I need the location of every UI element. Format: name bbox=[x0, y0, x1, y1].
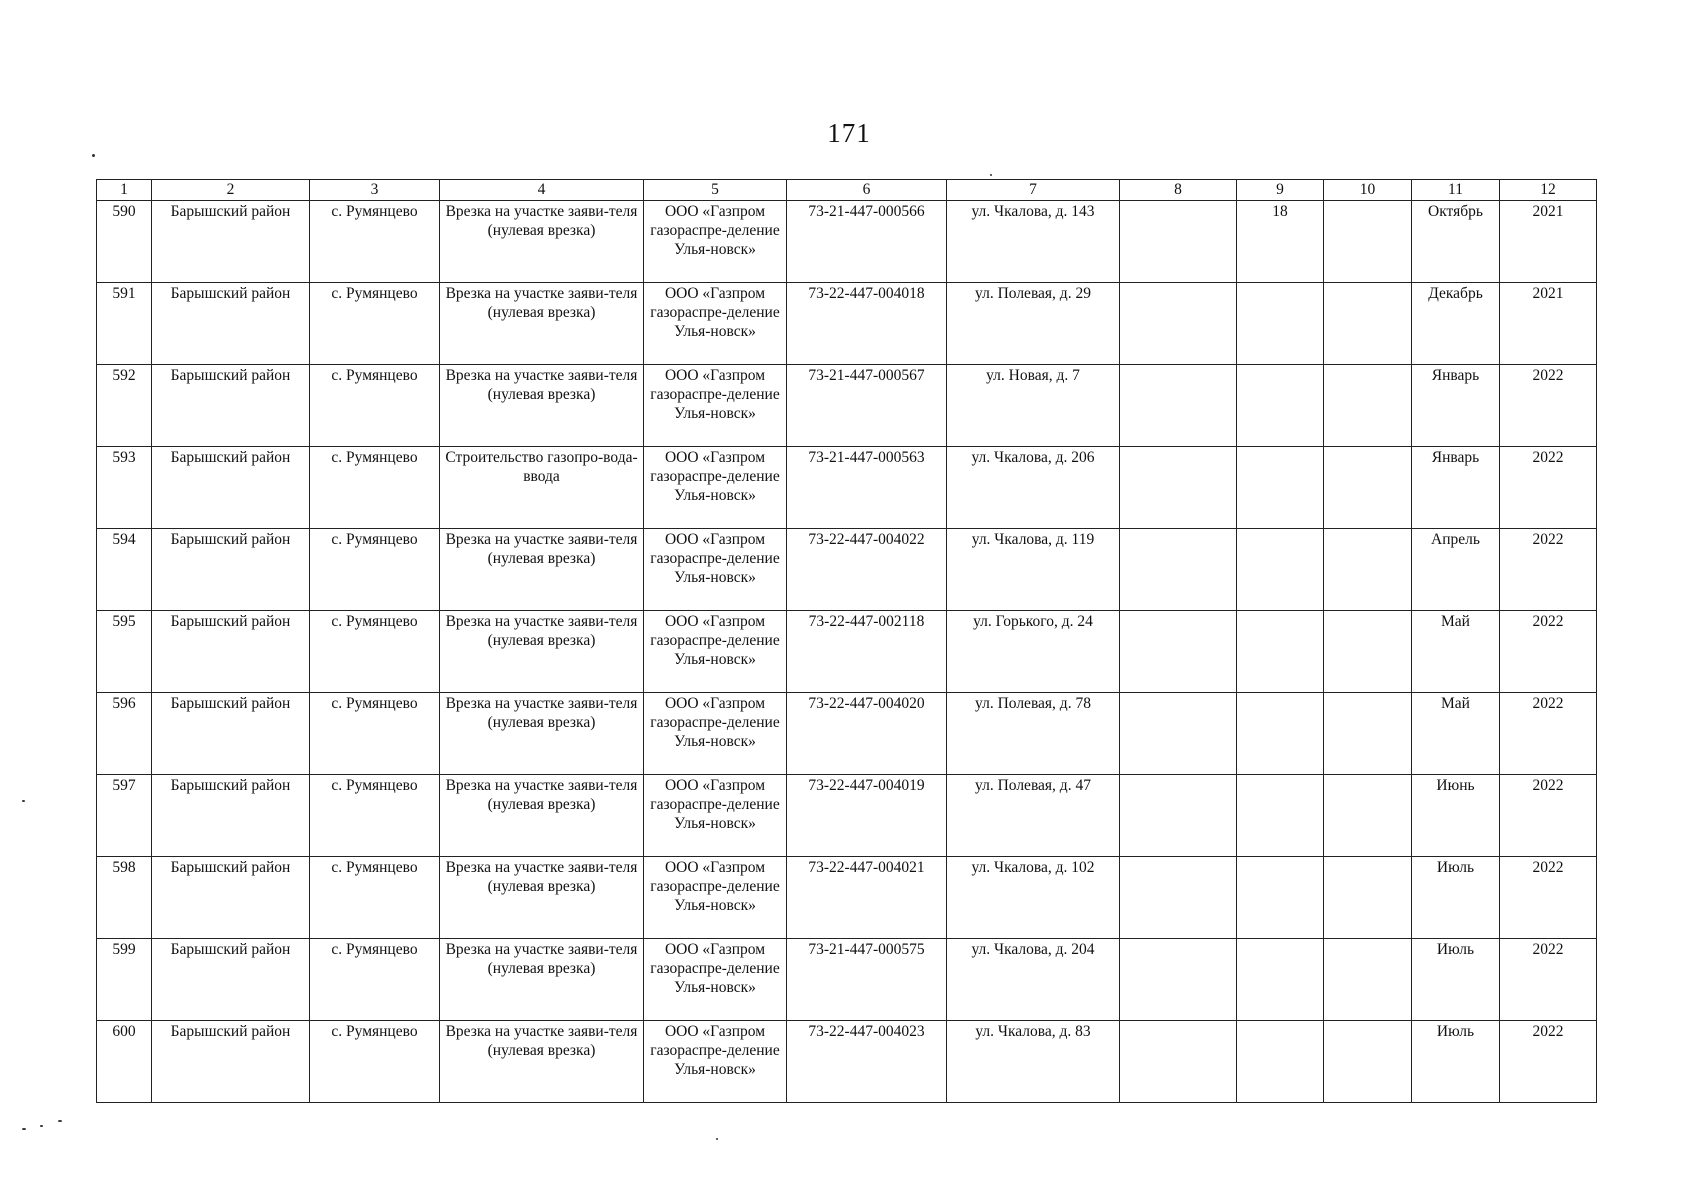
row-number-cell: 590 bbox=[97, 201, 152, 283]
scan-speck bbox=[716, 1138, 718, 1140]
scan-speck bbox=[40, 1125, 43, 1127]
address-cell: ул. Чкалова, д. 119 bbox=[947, 529, 1120, 611]
work-type-cell: Строительство газопро-вода-ввода bbox=[440, 447, 644, 529]
column-9-cell bbox=[1237, 283, 1324, 365]
table-row bbox=[97, 365, 1597, 447]
address-cell: ул. Чкалова, д. 143 bbox=[947, 201, 1120, 283]
column-header-1: 1 bbox=[97, 180, 152, 201]
work-type-cell: Врезка на участке заяви-теля (нулевая врезка) bbox=[440, 857, 644, 939]
row-number-cell: 598 bbox=[97, 857, 152, 939]
column-9-cell bbox=[1237, 939, 1324, 1021]
district-cell: Барышский район bbox=[152, 775, 310, 857]
month-cell: Май bbox=[1412, 693, 1500, 775]
column-8-cell bbox=[1120, 365, 1237, 447]
month-cell: Май bbox=[1412, 611, 1500, 693]
district-cell: Барышский район bbox=[152, 201, 310, 283]
column-8-cell bbox=[1120, 775, 1237, 857]
column-9-cell bbox=[1237, 857, 1324, 939]
settlement-cell: с. Румянцево bbox=[310, 611, 440, 693]
settlement-cell: с. Румянцево bbox=[310, 365, 440, 447]
table-body bbox=[97, 201, 1597, 1103]
row-number-cell: 593 bbox=[97, 447, 152, 529]
address-cell: ул. Горького, д. 24 bbox=[947, 611, 1120, 693]
district-cell: Барышский район bbox=[152, 447, 310, 529]
object-code-cell: 73-22-447-004022 bbox=[787, 529, 947, 611]
column-header-4: 4 bbox=[440, 180, 644, 201]
address-cell: ул. Полевая, д. 29 bbox=[947, 283, 1120, 365]
column-10-cell bbox=[1324, 283, 1412, 365]
column-10-cell bbox=[1324, 857, 1412, 939]
column-8-cell bbox=[1120, 201, 1237, 283]
organization-cell: ООО «Газпром газораспре-деление Улья-новск» bbox=[644, 611, 787, 693]
column-9-cell bbox=[1237, 365, 1324, 447]
column-header-7: 7 bbox=[947, 180, 1120, 201]
row-number-cell: 595 bbox=[97, 611, 152, 693]
month-cell: Апрель bbox=[1412, 529, 1500, 611]
table-row bbox=[97, 693, 1597, 775]
column-9-cell bbox=[1237, 447, 1324, 529]
object-code-cell: 73-21-447-000566 bbox=[787, 201, 947, 283]
organization-cell: ООО «Газпром газораспре-деление Улья-новск» bbox=[644, 857, 787, 939]
address-cell: ул. Полевая, д. 78 bbox=[947, 693, 1120, 775]
column-9-cell bbox=[1237, 1021, 1324, 1103]
month-cell: Декабрь bbox=[1412, 283, 1500, 365]
organization-cell: ООО «Газпром газораспре-деление Улья-новск» bbox=[644, 1021, 787, 1103]
settlement-cell: с. Румянцево bbox=[310, 939, 440, 1021]
column-header-9: 9 bbox=[1237, 180, 1324, 201]
object-code-cell: 73-22-447-004018 bbox=[787, 283, 947, 365]
object-code-cell: 73-21-447-000575 bbox=[787, 939, 947, 1021]
row-number-cell: 594 bbox=[97, 529, 152, 611]
row-number-cell: 591 bbox=[97, 283, 152, 365]
district-cell: Барышский район bbox=[152, 529, 310, 611]
column-10-cell bbox=[1324, 611, 1412, 693]
year-cell: 2022 bbox=[1500, 1021, 1597, 1103]
table-row bbox=[97, 857, 1597, 939]
settlement-cell: с. Румянцево bbox=[310, 857, 440, 939]
scan-speck bbox=[58, 1120, 62, 1122]
header-row bbox=[97, 180, 1597, 201]
column-8-cell bbox=[1120, 611, 1237, 693]
month-cell: Июль bbox=[1412, 857, 1500, 939]
column-header-8: 8 bbox=[1120, 180, 1237, 201]
table-row bbox=[97, 611, 1597, 693]
table-row bbox=[97, 201, 1597, 283]
district-cell: Барышский район bbox=[152, 939, 310, 1021]
district-cell: Барышский район bbox=[152, 283, 310, 365]
organization-cell: ООО «Газпром газораспре-деление Улья-новск» bbox=[644, 939, 787, 1021]
row-number-cell: 597 bbox=[97, 775, 152, 857]
column-8-cell bbox=[1120, 283, 1237, 365]
address-cell: ул. Чкалова, д. 83 bbox=[947, 1021, 1120, 1103]
column-8-cell bbox=[1120, 693, 1237, 775]
column-8-cell bbox=[1120, 1021, 1237, 1103]
year-cell: 2022 bbox=[1500, 447, 1597, 529]
column-10-cell bbox=[1324, 447, 1412, 529]
work-type-cell: Врезка на участке заяви-теля (нулевая врезка) bbox=[440, 365, 644, 447]
settlement-cell: с. Румянцево bbox=[310, 693, 440, 775]
month-cell: Июнь bbox=[1412, 775, 1500, 857]
column-header-3: 3 bbox=[310, 180, 440, 201]
column-10-cell bbox=[1324, 529, 1412, 611]
settlement-cell: с. Румянцево bbox=[310, 447, 440, 529]
column-8-cell bbox=[1120, 529, 1237, 611]
column-10-cell bbox=[1324, 1021, 1412, 1103]
column-9-cell bbox=[1237, 775, 1324, 857]
object-code-cell: 73-22-447-004021 bbox=[787, 857, 947, 939]
settlement-cell: с. Румянцево bbox=[310, 283, 440, 365]
column-9-cell bbox=[1237, 693, 1324, 775]
settlement-cell: с. Румянцево bbox=[310, 775, 440, 857]
month-cell: Июль bbox=[1412, 939, 1500, 1021]
row-number-cell: 600 bbox=[97, 1021, 152, 1103]
scan-speck bbox=[92, 154, 95, 157]
column-header-5: 5 bbox=[644, 180, 787, 201]
scan-speck bbox=[22, 1128, 26, 1130]
column-8-cell bbox=[1120, 939, 1237, 1021]
settlement-cell: с. Румянцево bbox=[310, 201, 440, 283]
address-cell: ул. Чкалова, д. 204 bbox=[947, 939, 1120, 1021]
table-header bbox=[97, 180, 1597, 201]
object-code-cell: 73-22-447-004023 bbox=[787, 1021, 947, 1103]
district-cell: Барышский район bbox=[152, 1021, 310, 1103]
year-cell: 2022 bbox=[1500, 939, 1597, 1021]
month-cell: Январь bbox=[1412, 447, 1500, 529]
object-code-cell: 73-22-447-004019 bbox=[787, 775, 947, 857]
organization-cell: ООО «Газпром газораспре-деление Улья-новск» bbox=[644, 529, 787, 611]
table-row bbox=[97, 529, 1597, 611]
district-cell: Барышский район bbox=[152, 857, 310, 939]
column-8-cell bbox=[1120, 857, 1237, 939]
year-cell: 2022 bbox=[1500, 611, 1597, 693]
year-cell: 2021 bbox=[1500, 283, 1597, 365]
scan-speck bbox=[990, 174, 992, 176]
column-header-6: 6 bbox=[787, 180, 947, 201]
object-code-cell: 73-21-447-000567 bbox=[787, 365, 947, 447]
column-header-12: 12 bbox=[1500, 180, 1597, 201]
column-9-cell: 18 bbox=[1237, 201, 1324, 283]
object-code-cell: 73-22-447-004020 bbox=[787, 693, 947, 775]
column-10-cell bbox=[1324, 939, 1412, 1021]
work-type-cell: Врезка на участке заяви-теля (нулевая врезка) bbox=[440, 1021, 644, 1103]
column-header-10: 10 bbox=[1324, 180, 1412, 201]
work-type-cell: Врезка на участке заяви-теля (нулевая врезка) bbox=[440, 529, 644, 611]
work-type-cell: Врезка на участке заяви-теля (нулевая врезка) bbox=[440, 201, 644, 283]
column-10-cell bbox=[1324, 693, 1412, 775]
column-10-cell bbox=[1324, 365, 1412, 447]
month-cell: Июль bbox=[1412, 1021, 1500, 1103]
month-cell: Январь bbox=[1412, 365, 1500, 447]
column-header-11: 11 bbox=[1412, 180, 1500, 201]
column-9-cell bbox=[1237, 611, 1324, 693]
page-number: 171 bbox=[827, 118, 871, 148]
organization-cell: ООО «Газпром газораспре-деление Улья-новск» bbox=[644, 693, 787, 775]
table-row bbox=[97, 283, 1597, 365]
work-type-cell: Врезка на участке заяви-теля (нулевая врезка) bbox=[440, 775, 644, 857]
settlement-cell: с. Румянцево bbox=[310, 529, 440, 611]
row-number-cell: 599 bbox=[97, 939, 152, 1021]
year-cell: 2022 bbox=[1500, 693, 1597, 775]
row-number-cell: 592 bbox=[97, 365, 152, 447]
district-cell: Барышский район bbox=[152, 611, 310, 693]
address-cell: ул. Чкалова, д. 206 bbox=[947, 447, 1120, 529]
work-type-cell: Врезка на участке заяви-теля (нулевая врезка) bbox=[440, 939, 644, 1021]
table-row bbox=[97, 939, 1597, 1021]
organization-cell: ООО «Газпром газораспре-деление Улья-новск» bbox=[644, 201, 787, 283]
scan-speck bbox=[22, 800, 25, 802]
work-type-cell: Врезка на участке заяви-теля (нулевая врезка) bbox=[440, 611, 644, 693]
address-cell: ул. Чкалова, д. 102 bbox=[947, 857, 1120, 939]
address-cell: ул. Полевая, д. 47 bbox=[947, 775, 1120, 857]
work-type-cell: Врезка на участке заяви-теля (нулевая врезка) bbox=[440, 693, 644, 775]
registry-table bbox=[96, 179, 1597, 1103]
year-cell: 2021 bbox=[1500, 201, 1597, 283]
table-row bbox=[97, 775, 1597, 857]
settlement-cell: с. Румянцево bbox=[310, 1021, 440, 1103]
table-row bbox=[97, 447, 1597, 529]
column-10-cell bbox=[1324, 201, 1412, 283]
month-cell: Октябрь bbox=[1412, 201, 1500, 283]
organization-cell: ООО «Газпром газораспре-деление Улья-новск» bbox=[644, 283, 787, 365]
organization-cell: ООО «Газпром газораспре-деление Улья-новск» bbox=[644, 447, 787, 529]
year-cell: 2022 bbox=[1500, 857, 1597, 939]
work-type-cell: Врезка на участке заяви-теля (нулевая врезка) bbox=[440, 283, 644, 365]
organization-cell: ООО «Газпром газораспре-деление Улья-новск» bbox=[644, 365, 787, 447]
row-number-cell: 596 bbox=[97, 693, 152, 775]
address-cell: ул. Новая, д. 7 bbox=[947, 365, 1120, 447]
column-10-cell bbox=[1324, 775, 1412, 857]
year-cell: 2022 bbox=[1500, 365, 1597, 447]
object-code-cell: 73-22-447-002118 bbox=[787, 611, 947, 693]
district-cell: Барышский район bbox=[152, 365, 310, 447]
table-row bbox=[97, 1021, 1597, 1103]
column-9-cell bbox=[1237, 529, 1324, 611]
district-cell: Барышский район bbox=[152, 693, 310, 775]
column-8-cell bbox=[1120, 447, 1237, 529]
year-cell: 2022 bbox=[1500, 529, 1597, 611]
column-header-2: 2 bbox=[152, 180, 310, 201]
organization-cell: ООО «Газпром газораспре-деление Улья-новск» bbox=[644, 775, 787, 857]
year-cell: 2022 bbox=[1500, 775, 1597, 857]
object-code-cell: 73-21-447-000563 bbox=[787, 447, 947, 529]
